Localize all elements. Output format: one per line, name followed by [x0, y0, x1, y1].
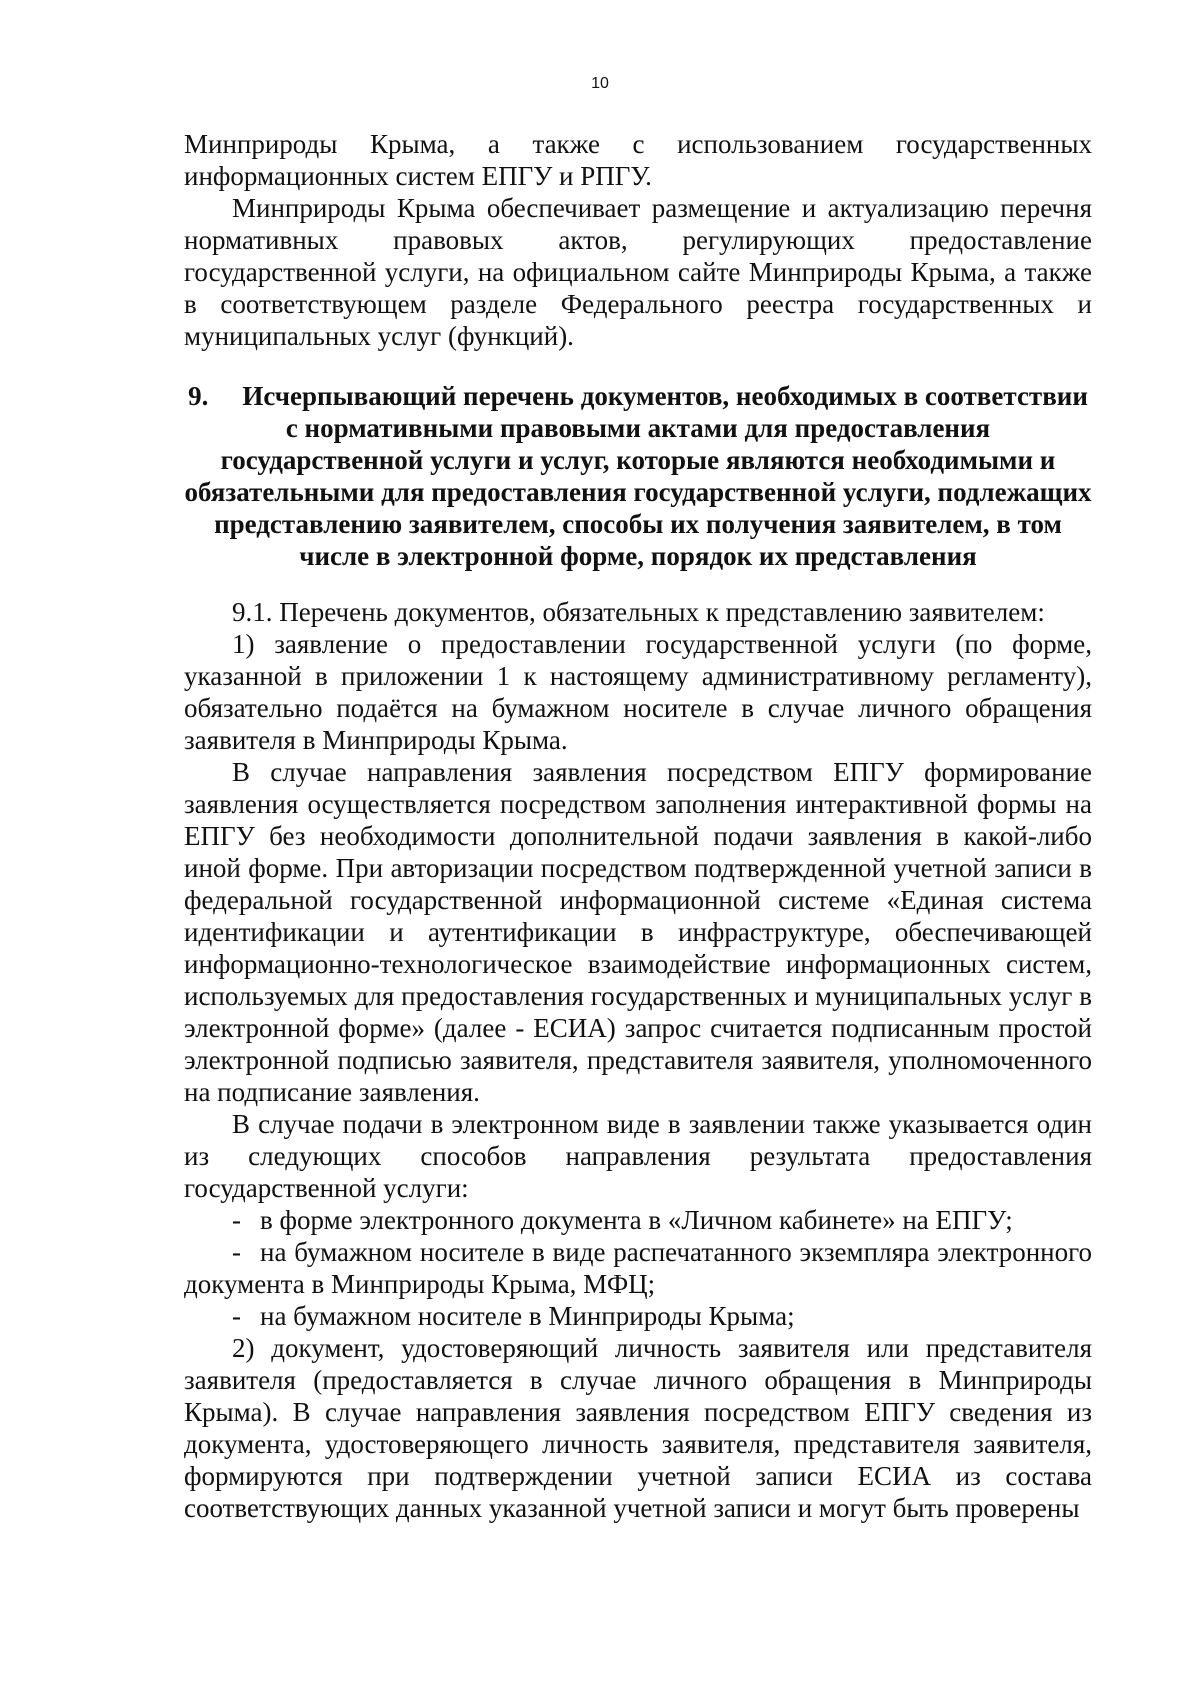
- paragraph-legal-acts: Минприроды Крыма обеспечивает размещение и актуализацию перечня нормативных правовых актов, регулирующих предоставление государственной услуги, на официальном сайте Минприроды Крыма, а также в соответствующем разделе Федерального реестра государственных и муниципальных услуг (функций).: [184, 193, 1092, 351]
- bullet-text: на бумажном носителе в виде распечатанного экземпляра электронного документа в Минприроды Крыма, МФЦ;: [184, 1237, 1092, 1299]
- list-item-1: 1) заявление о предоставлении государственной услуги (по форме, указанной в приложении 1 к настоящему административному регламенту), обязательно подаётся на бумажном носителе в случае личного обращения заявителя в Минприроды Крыма.: [184, 629, 1092, 755]
- bullet-text: на бумажном носителе в Минприроды Крыма;: [260, 1301, 795, 1331]
- section-number: 9.: [188, 381, 209, 411]
- paragraph-continuation: Минприроды Крыма, а также с использованием государственных информационных систем ЕПГУ и РПГУ.: [184, 129, 1092, 191]
- paragraph-9-1: 9.1. Перечень документов, обязательных к представлению заявителем:: [232, 597, 1045, 627]
- bullet-item: [184, 1300, 1092, 1332]
- paragraph-electronic-result: В случае подачи в электронном виде в заявлении также указывается один из следующих способов направления результата предоставления государственной услуги:: [184, 1109, 1092, 1203]
- bullet-item: [184, 1236, 1092, 1300]
- section-title: Исчерпывающий перечень документов, необходимых в соответствии с нормативными правовыми актами для предоставления государственной услуги и услуг, которые являются необходимыми и обязательными для предоставления государственной услуги, подлежащих представлению заявителем, способы их получения заявителем, в том числе в электронной форме, порядок их представления: [184, 381, 1092, 571]
- bullet-text: в форме электронного документа в «Личном кабинете» на ЕПГУ;: [260, 1205, 1013, 1235]
- bullet-dash: -: [232, 1237, 241, 1267]
- page-number: 10: [591, 75, 609, 92]
- document-content: [184, 128, 1092, 1524]
- bullet-dash: -: [232, 1301, 241, 1331]
- section-heading: [184, 380, 1092, 572]
- bullet-dash: -: [232, 1205, 241, 1235]
- paragraph-epgu-submission: В случае направления заявления посредством ЕПГУ формирование заявления осуществляется посредством заполнения интерактивной формы на ЕПГУ без необходимости дополнительной подачи заявления в какой-либо иной форме. При авторизации посредством подтвержденной учетной записи в федеральной государственной информационной системе «Единая система идентификации и аутентификации в инфраструктуре, обеспечивающей информационно-технологическое взаимодействие информационных систем, используемых для предоставления государственных и муниципальных услуг в электронной форме» (далее - ЕСИА) запрос считается подписанным простой электронной подписью заявителя, представителя заявителя, уполномоченного на подписание заявления.: [184, 757, 1092, 1107]
- bullet-item: [184, 1204, 1092, 1236]
- list-item-2: 2) документ, удостоверяющий личность заявителя или представителя заявителя (предоставляется в случае личного обращения в Минприроды Крыма). В случае направления заявления посредством ЕПГУ сведения из документа, удостоверяющего личность заявителя, представителя заявителя, формируются при подтверждении учетной записи ЕСИА из состава соответствующих данных указанной учетной записи и могут быть проверены: [184, 1333, 1092, 1523]
